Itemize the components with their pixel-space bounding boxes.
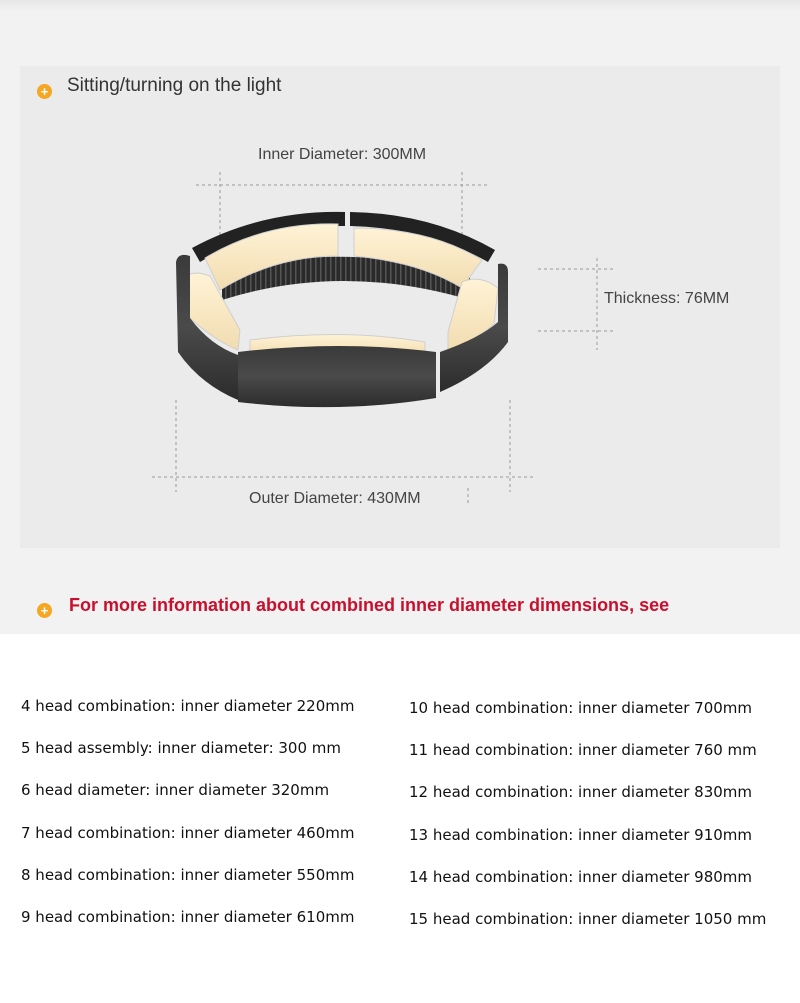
- spec-item: 8 head combination: inner diameter 550mm: [21, 865, 355, 884]
- combination-info-title: For more information about combined inner diameter dimensions, see: [69, 595, 670, 615]
- spec-item: 7 head combination: inner diameter 460mm: [21, 823, 355, 842]
- inner-diameter-label: Inner Diameter: 300MM: [258, 146, 427, 163]
- ring-light-illustration: [176, 212, 508, 407]
- spec-item: 11 head combination: inner diameter 760 mm: [409, 741, 757, 760]
- spec-item: 9 head combination: inner diameter 610mm: [21, 907, 355, 926]
- spec-item: 13 head combination: inner diameter 910mm: [409, 825, 753, 844]
- outer-diameter-label: Outer Diameter: 430MM: [249, 490, 421, 507]
- spec-list-left: [21, 685, 421, 938]
- spec-item: 12 head combination: inner diameter 830mm: [409, 783, 753, 802]
- spec-item: 14 head combination: inner diameter 980mm: [409, 867, 753, 886]
- section-title: Sitting/turning on the light: [67, 75, 282, 96]
- thickness-guide: [538, 258, 614, 350]
- plus-circle-icon: +: [37, 84, 52, 99]
- thickness-label: Thickness: 76MM: [604, 290, 730, 307]
- spec-item: 15 head combination: inner diameter 1050 mm: [409, 909, 767, 928]
- spec-item: 5 head assembly: inner diameter: 300 mm: [21, 739, 342, 758]
- spec-item: 4 head combination: inner diameter 220mm: [21, 697, 355, 715]
- spec-list-right: [409, 687, 800, 940]
- plus-circle-icon: +: [37, 603, 52, 618]
- spec-item: 10 head combination: inner diameter 700mm: [409, 699, 753, 717]
- spec-item: 6 head diameter: inner diameter 320mm: [21, 781, 330, 800]
